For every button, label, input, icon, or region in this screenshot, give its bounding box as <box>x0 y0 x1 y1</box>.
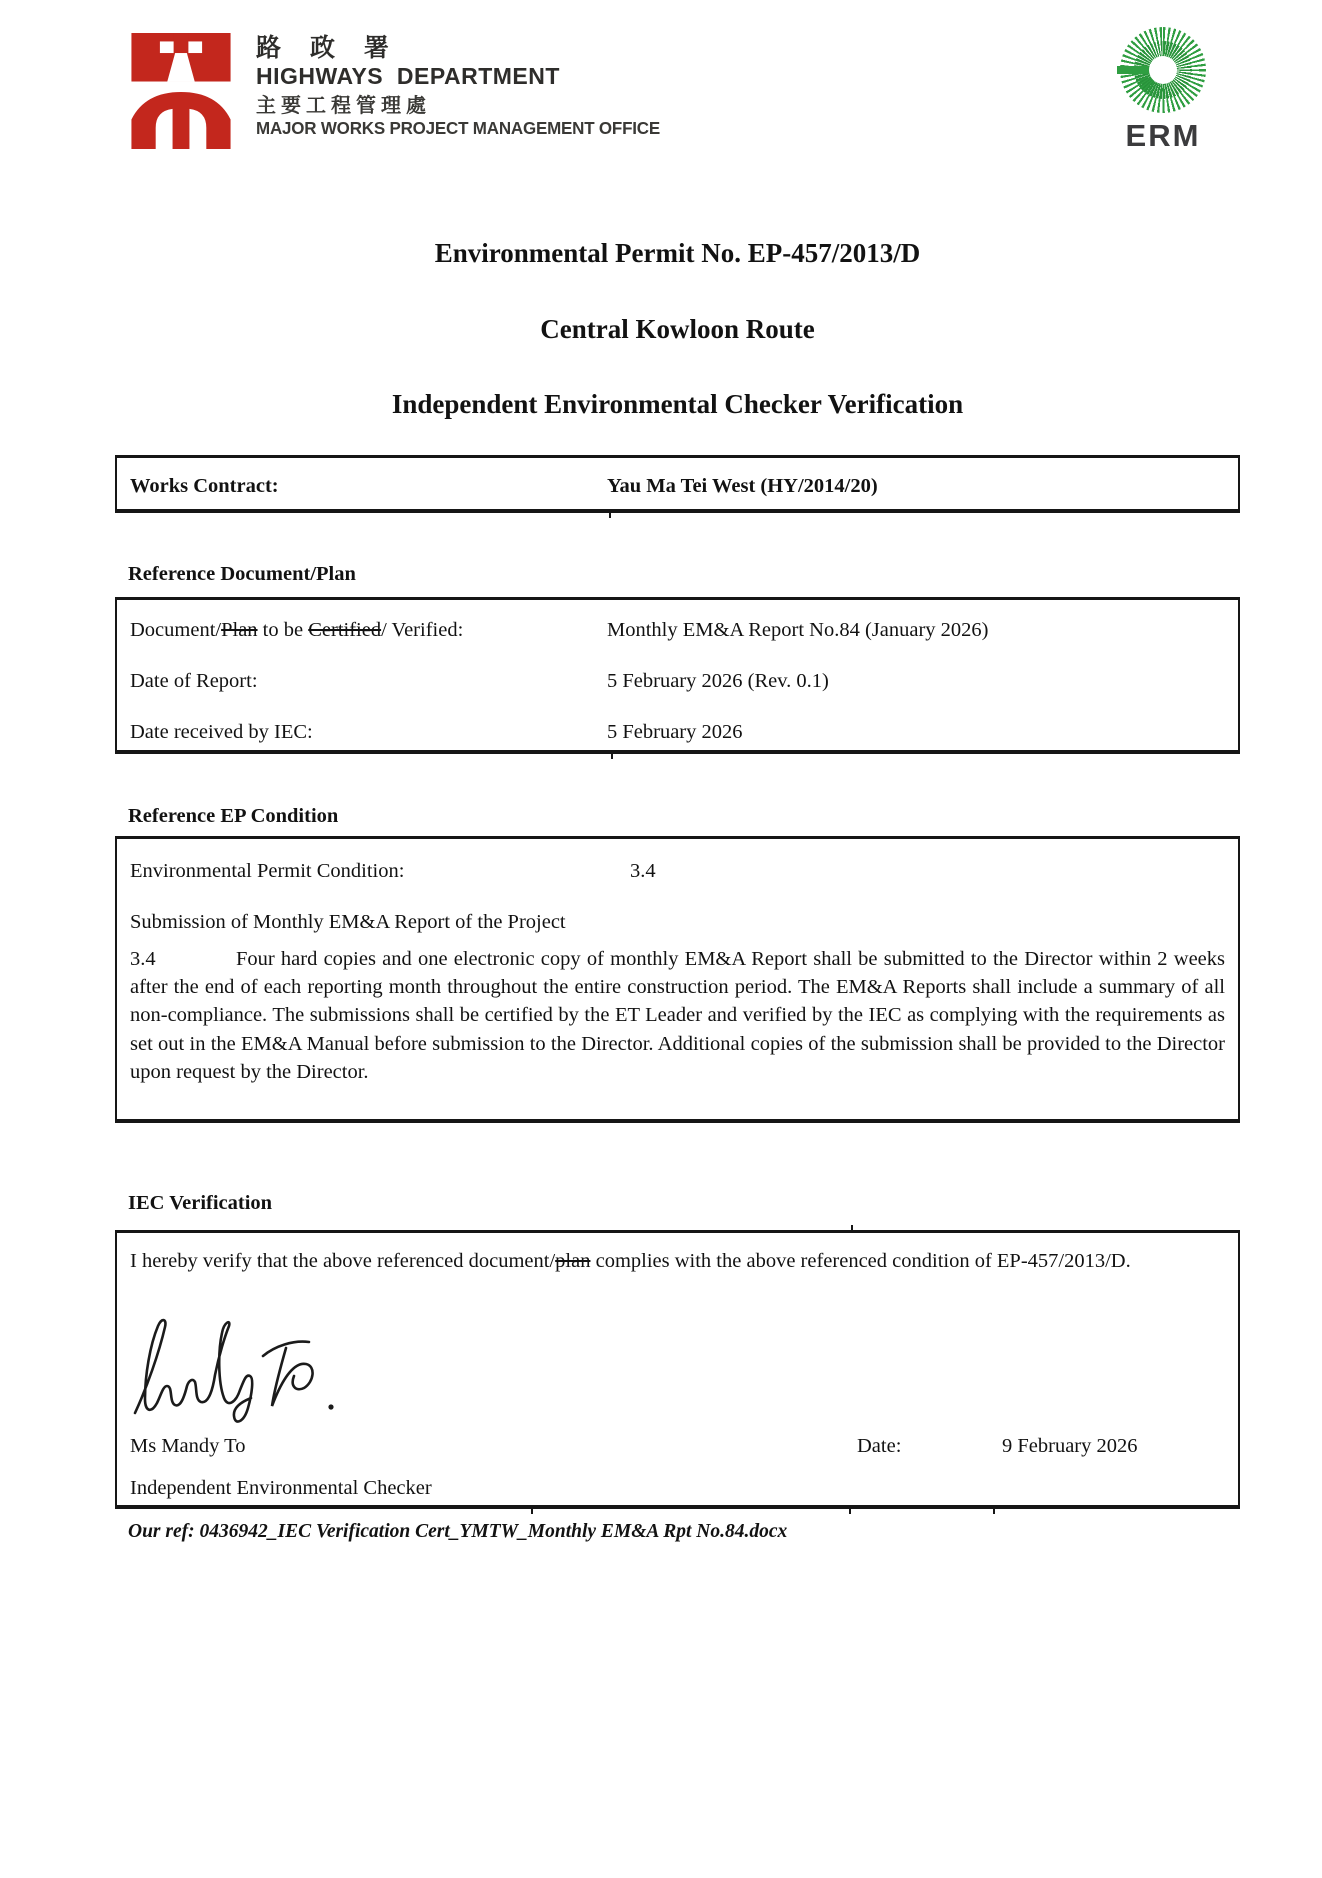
ep-condition-box <box>115 836 1240 1123</box>
hyd-office-english: MAJOR WORKS PROJECT MANAGEMENT OFFICE <box>256 118 661 138</box>
date-of-report-row <box>117 667 1238 695</box>
project-title: Central Kowloon Route <box>540 314 815 344</box>
document-title: Independent Environmental Checker Verification <box>391 389 964 419</box>
date-received-label: Date received by IEC: <box>130 721 313 743</box>
signature <box>125 1311 385 1433</box>
highways-department-wordmark <box>256 33 673 138</box>
column-divider-tick <box>531 1508 533 1514</box>
permit-number-title: Environmental Permit No. EP-457/2013/D <box>434 238 921 268</box>
highways-department-icon <box>128 33 234 149</box>
struck-word-certified: Certified <box>308 619 382 641</box>
ep-condition-label: Environmental Permit Condition: <box>130 860 405 882</box>
verification-statement: I hereby verify that the above referenced document/plan complies with the above referenced condition of EP-457/2013/D. <box>130 1250 1131 1272</box>
highways-department-logo <box>128 33 673 149</box>
erm-starburst-icon <box>1120 27 1206 113</box>
document-verified-label: Document/Plan to be Certified/ Verified: <box>130 619 464 641</box>
date-of-report-label: Date of Report: <box>130 670 258 692</box>
struck-word-plan: Plan <box>221 619 258 641</box>
iec-verification-box <box>115 1230 1240 1509</box>
column-divider-tick <box>851 1225 853 1230</box>
date-value: 9 February 2026 <box>1002 1435 1138 1457</box>
column-divider-tick <box>609 512 611 518</box>
erm-wordmark: ERM <box>1125 118 1201 153</box>
struck-word-plan: plan <box>555 1250 591 1272</box>
reference-document-table <box>115 597 1240 754</box>
hyd-office-chinese: 主要工程管理處 <box>256 95 431 117</box>
date-label: Date: <box>857 1435 902 1457</box>
signatory-name: Ms Mandy To <box>130 1435 246 1457</box>
ep-condition-row <box>130 857 1225 885</box>
clause-number: 3.4 <box>130 948 156 970</box>
clause-text: Four hard copies and one electronic copy of monthly EM&A Report shall be submitted to the Director within 2 weeks after the end of each reporting month throughout the entire construction period. The EM&A Reports shall include a summary of all non-compliance. The submissions shall be certified by the ET Leader and verified by the IEC as complying with the requirements as set out in the EM&A Manual before submission to the Director. Additional copies of the submission shall be provided to the Director upon request by the Director. <box>130 948 1225 1083</box>
iec-verification-heading: IEC Verification <box>128 1192 273 1214</box>
works-contract-value: Yau Ma Tei West (HY/2014/20) <box>607 475 878 497</box>
date-of-report-value: 5 February 2026 (Rev. 0.1) <box>607 670 829 692</box>
ep-condition-value: 3.4 <box>630 860 656 882</box>
works-contract-row <box>117 472 1238 500</box>
reference-document-heading: Reference Document/Plan <box>128 563 356 585</box>
our-ref-line: Our ref: 0436942_IEC Verification Cert_YMTW_Monthly EM&A Rpt No.84.docx <box>128 1521 788 1542</box>
date-received-row <box>117 718 1238 746</box>
document-verified-row <box>117 616 1238 644</box>
signatory-title: Independent Environmental Checker <box>130 1477 432 1499</box>
works-contract-label: Works Contract: <box>130 475 279 497</box>
erm-logo <box>1108 27 1218 151</box>
ep-condition-heading: Reference EP Condition <box>128 805 339 827</box>
column-divider-tick <box>611 753 613 759</box>
ep-condition-subtitle: Submission of Monthly EM&A Report of the Project <box>130 911 566 933</box>
document-verified-value: Monthly EM&A Report No.84 (January 2026) <box>607 619 989 641</box>
hyd-name-chinese: 路 政 署 <box>256 34 400 62</box>
works-contract-table <box>115 455 1240 513</box>
erm-starburst-center <box>1149 56 1177 84</box>
hyd-name-english: HIGHWAYS DEPARTMENT <box>256 63 560 89</box>
column-divider-tick <box>849 1508 851 1514</box>
column-divider-tick <box>993 1508 995 1514</box>
ep-condition-clause <box>130 945 1225 1086</box>
date-received-value: 5 February 2026 <box>607 721 743 743</box>
